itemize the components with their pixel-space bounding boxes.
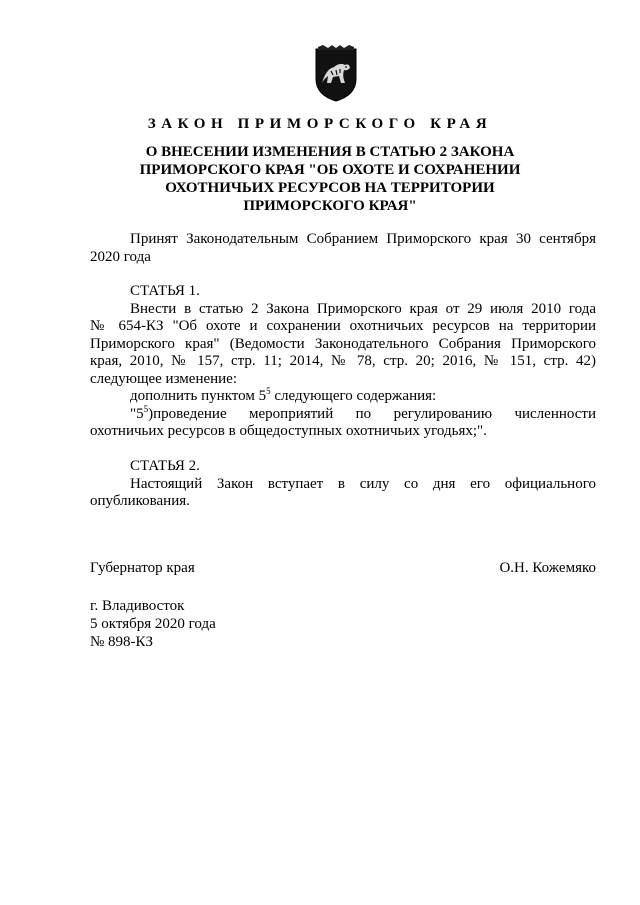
quote-superscript: 5 <box>143 403 149 414</box>
adoption-note <box>90 231 596 266</box>
adoption-line-1: Принят Законодательным Собранием Приморского края 30 сентября <box>130 231 596 247</box>
subject-line: ОХОТНИЧЬИХ РЕСУРСОВ НА ТЕРРИТОРИИ <box>165 180 495 196</box>
issue-date: 5 октября 2020 года <box>90 616 216 632</box>
issue-details <box>90 597 216 651</box>
article-1-line: края, 2010, № 157, стр. 11; 2014, № 78, стр. 20; 2016, № 151, стр. 42) <box>90 353 596 369</box>
subject-line: ПРИМОРСКОГО КРАЯ" <box>243 198 417 214</box>
amendment-instruction <box>90 388 596 406</box>
article-1-heading: СТАТЬЯ 1. <box>130 283 200 299</box>
subject-line: ПРИМОРСКОГО КРАЯ "ОБ ОХОТЕ И СОХРАНЕНИИ <box>139 162 521 178</box>
amendment-text-line-1 <box>90 403 596 424</box>
article-1-line: № 654-КЗ "Об охоте и сохранении охотничьих ресурсов на территории <box>90 318 596 334</box>
article-2-line: опубликования. <box>90 493 190 509</box>
law-number: № 898-КЗ <box>90 634 154 650</box>
issue-city: г. Владивосток <box>90 598 185 614</box>
amendment-prefix: дополнить пунктом 5 <box>130 388 267 404</box>
article-2-line: Настоящий Закон вступает в силу со дня его официального <box>130 475 596 492</box>
article-1 <box>90 283 596 441</box>
adoption-line-2: 2020 года <box>90 248 151 265</box>
article-1-line: следующее изменение: <box>90 370 238 387</box>
article-2 <box>90 458 596 511</box>
subject-line: О ВНЕСЕНИИ ИЗМЕНЕНИЯ В СТАТЬЮ 2 ЗАКОНА <box>145 144 515 160</box>
signatory-title: Губернатор края <box>90 560 195 576</box>
amendment-suffix: следующего содержания: <box>270 388 437 404</box>
signature-block <box>90 560 596 577</box>
law-subject <box>120 143 540 215</box>
article-1-line: Внести в статью 2 Закона Приморского края от 29 июля 2010 года <box>130 300 596 317</box>
coat-of-arms-icon <box>314 45 358 103</box>
article-1-line: Приморского края" (Ведомости Законодательного Собрания Приморского <box>90 335 596 352</box>
article-2-heading: СТАТЬЯ 2. <box>130 458 200 474</box>
signatory-name: О.Н. Кожемяко <box>499 560 596 576</box>
quote-open: "5 <box>130 405 144 422</box>
law-title: ЗАКОН ПРИМОРСКОГО КРАЯ <box>147 116 493 132</box>
amendment-text-line-2: охотничьих ресурсов в общедоступных охотничьих угодьях;". <box>90 423 487 439</box>
quote-rest: )проведение мероприятий по регулированию численности <box>148 405 596 422</box>
amendment-superscript: 5 <box>266 386 271 396</box>
